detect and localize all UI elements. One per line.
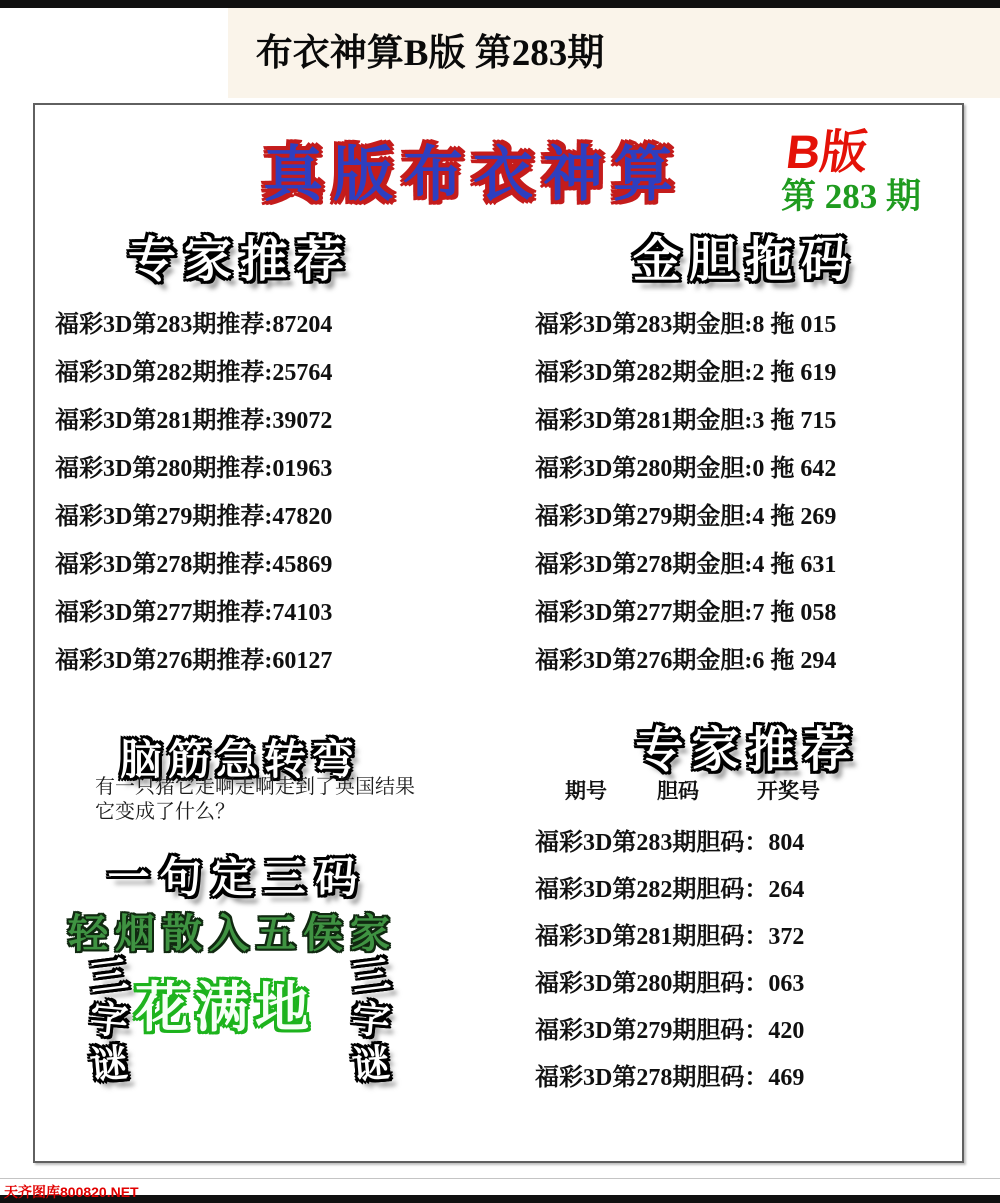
- list-item: 福彩3D第279期金胆:4 拖 269: [535, 503, 837, 530]
- vertical-char: 谜: [88, 1042, 130, 1088]
- list-item: 福彩3D第282期推荐:25764: [55, 359, 333, 386]
- three-char-riddle-label-right: [341, 955, 401, 1087]
- list-item: 福彩3D第279期胆码：420: [535, 1018, 805, 1044]
- list-item: 福彩3D第276期金胆:6 拖 294: [535, 647, 837, 674]
- list-item: 福彩3D第276期推荐:60127: [55, 647, 333, 674]
- column-draw-number: 开奖号: [757, 780, 820, 803]
- list-item: 福彩3D第278期金胆:4 拖 631: [535, 551, 837, 578]
- list-item: 福彩3D第277期金胆:7 拖 058: [535, 599, 837, 626]
- expert-section-heading: 专家推荐: [635, 724, 860, 777]
- brain-teaser-heading: 脑筋急转弯: [119, 736, 360, 783]
- list-item: 福彩3D第279期推荐:47820: [55, 503, 333, 530]
- main-border-box: [33, 103, 964, 1163]
- one-line-three-codes-heading: 一句定三码: [107, 854, 368, 901]
- right-section-heading: 金胆拖码: [632, 234, 857, 287]
- list-item: 福彩3D第283期推荐:87204: [55, 311, 333, 338]
- bottom-black-bar: [0, 1195, 1000, 1203]
- vertical-char: 三: [349, 953, 393, 1001]
- list-item: 福彩3D第280期推荐:01963: [55, 455, 333, 482]
- top-black-bar: [0, 0, 1000, 8]
- column-dan-code: 胆码: [657, 780, 699, 803]
- gold-dan-list: [535, 297, 836, 681]
- list-item: 福彩3D第280期胆码：063: [535, 971, 805, 997]
- vertical-char: 谜: [350, 1042, 392, 1088]
- column-issue: 期号: [565, 780, 607, 803]
- list-item: 福彩3D第282期金胆:2 拖 619: [535, 359, 837, 386]
- expert-table-header: [535, 775, 955, 801]
- edition-label: B版: [783, 125, 871, 178]
- three-char-riddle-label-left: [79, 955, 139, 1087]
- list-item: 福彩3D第278期胆码：469: [535, 1065, 805, 1091]
- bottom-divider-line: [0, 1178, 1000, 1179]
- one-line-phrase: 轻烟散入五侯家: [68, 912, 397, 956]
- list-item: 福彩3D第281期金胆:3 拖 715: [535, 407, 837, 434]
- brain-teaser-text: 有一只猪它走啊走啊走到了英国结果它变成了什么？: [95, 776, 415, 823]
- vertical-char: 三: [87, 953, 131, 1001]
- list-item: 福彩3D第281期胆码：372: [535, 924, 805, 950]
- vertical-char: 字: [88, 998, 130, 1044]
- vertical-char: 字: [350, 998, 392, 1044]
- list-item: 福彩3D第281期推荐:39072: [55, 407, 333, 434]
- list-item: 福彩3D第283期胆码：804: [535, 830, 805, 856]
- list-item: 福彩3D第278期推荐:45869: [55, 551, 333, 578]
- dan-code-list: [535, 816, 804, 1098]
- page-title: 布衣神算B版 第283期: [255, 33, 605, 74]
- sheet-main-title: 真版布衣神算: [263, 141, 683, 208]
- list-item: 福彩3D第280期金胆:0 拖 642: [535, 455, 837, 482]
- issue-number: 第 283 期: [780, 177, 921, 216]
- recommendation-list: [55, 297, 332, 681]
- list-item: 福彩3D第282期胆码：264: [535, 877, 805, 903]
- three-char-riddle-answer: 花满地: [135, 978, 315, 1038]
- list-item: 福彩3D第283期金胆:8 拖 015: [535, 311, 837, 338]
- list-item: 福彩3D第277期推荐:74103: [55, 599, 333, 626]
- watermark-text: 天齐图库800820.NET: [4, 1184, 139, 1200]
- left-section-heading: 专家推荐: [127, 234, 352, 287]
